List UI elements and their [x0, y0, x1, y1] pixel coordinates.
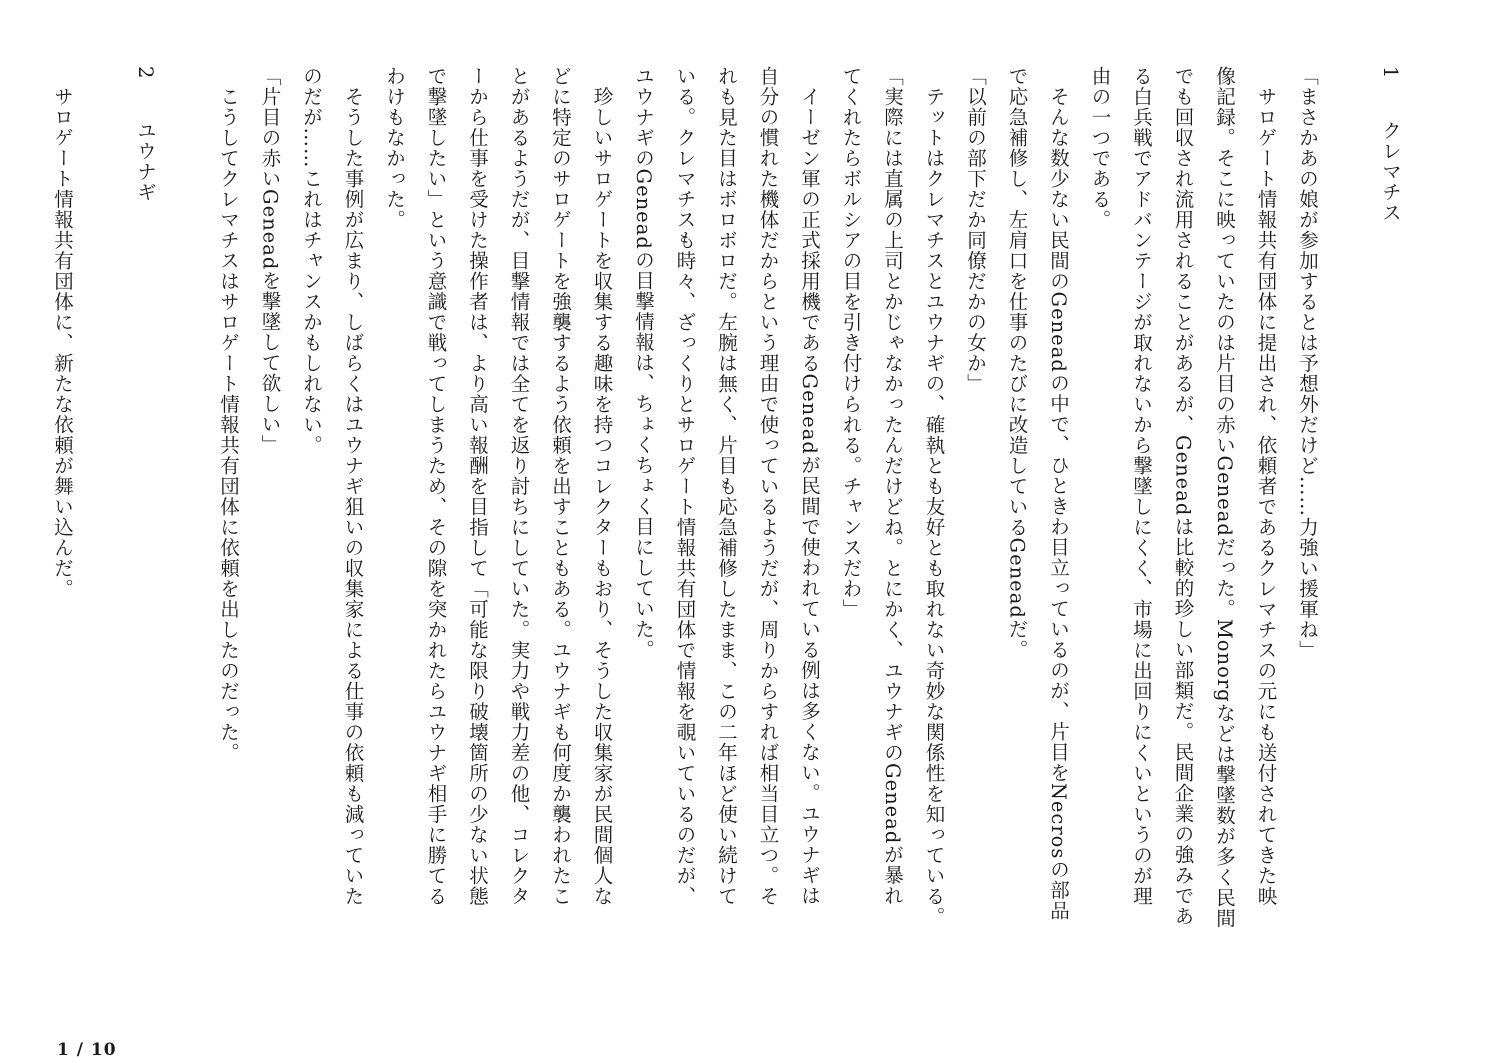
text-line: わけもなかった。 [383, 66, 406, 230]
text-line: そんな数少ない民間のGeneadの中で、ひときわ目立っているのが、片目をNecrosの部品 [1047, 66, 1070, 921]
text-line: イーゼン軍の正式採用機であるGeneadが民間で使われている例は多くない。ユウナギは [798, 66, 821, 906]
text-line: 「片目の赤いGeneadを撃墜して欲しい」 [258, 66, 282, 455]
text-line: る白兵戦でアドバンテージが取れないから撃墜しにくく、市場に出回りにくいというのが理 [1130, 66, 1153, 907]
text-line: 「実際には直属の上司とかじゃなかったんだけどね。とにかく、ユウナギのGeneadが暴れ [881, 66, 904, 906]
text-line: 由の一つである。 [1088, 66, 1112, 230]
text-line: のだが……これはチャンスかもしれない。 [300, 66, 323, 456]
text-line: テットはクレマチスとユウナギの、確執とも友好とも取れない奇妙な関係性を知っている。 [922, 66, 946, 927]
text-line: 「以前の部下だか同僚だかの女か」 [964, 66, 987, 394]
text-line: こうしてクレマチスはサロゲート情報共有団体に依頼を出したのだった。 [217, 66, 240, 763]
text-line: いる。クレマチスも時々、ざっくりとサロゲート情報共有団体で情報を覗いているのだが、 [673, 66, 697, 907]
text-line: そうした事例が広まり、しばらくはユウナギ狙いの収集家による仕事の依頼も減っていた [341, 66, 365, 907]
text-line: とがあるようだが、目撃情報では全てを返り討ちにしていた。実力や戦力差の他、コレクタ [507, 66, 531, 907]
text-line: でも回収され流用されることがあるが、Geneadは比較的珍しい部類だ。民間企業の強みであ [1171, 66, 1195, 927]
page-number: 1 / 10 [57, 1040, 117, 1060]
vertical-body-text [42, 66, 1412, 1016]
text-line: 像記録。そこに映っていたのは片目の赤いGeneadだった。Monorgなどは撃墜数が多く民間 [1213, 66, 1236, 929]
text-line: ーから仕事を受けた操作者は、より高い報酬を目指して「可能な限り破壊箇所の少ない状態 [466, 66, 489, 907]
section-heading: 2 ユウナギ [134, 66, 157, 203]
text-line: 「まさかあの娘が参加するとは予想外だけど……力強い援軍ね」 [1296, 66, 1319, 661]
text-line: ユウナギのGeneadの目撃情報は、ちょくちょく目にしていた。 [632, 66, 655, 660]
text-line: れも見た目はボロボロだ。左腕は無く、片目も応急補修したまま、この二年ほど使い続けて [715, 66, 738, 907]
section-heading: 1 クレマチス [1379, 66, 1402, 223]
text-line: 自分の慣れた機体だからという理由で使っているようだが、周りからすれば相当目立つ。そ [756, 66, 780, 907]
text-line: サロゲート情報共有団体に提出され、依頼者であるクレマチスの元にも送付されてきた映 [1254, 66, 1278, 907]
text-line: サロゲート情報共有団体に、新たな依頼が舞い込んだ。 [51, 66, 74, 599]
text-line: どに特定のサロゲートを強襲するよう依頼を出すこともある。ユウナギも何度か襲われたこ [549, 66, 572, 907]
text-line: 珍しいサロゲートを収集する趣味を持つコレクターもおり、そうした収集家が民間個人な [590, 66, 614, 907]
text-line: てくれたらボルシアの目を引き付けられる。チャンスだわ」 [839, 66, 863, 620]
text-line: で応急補修し、左肩口を仕事のたびに改造しているGeneadだ。 [1005, 66, 1029, 660]
text-line: で撃墜したい」という意識で戦ってしまうため、その隙を突かれたらユウナギ相手に勝てる [424, 66, 448, 907]
